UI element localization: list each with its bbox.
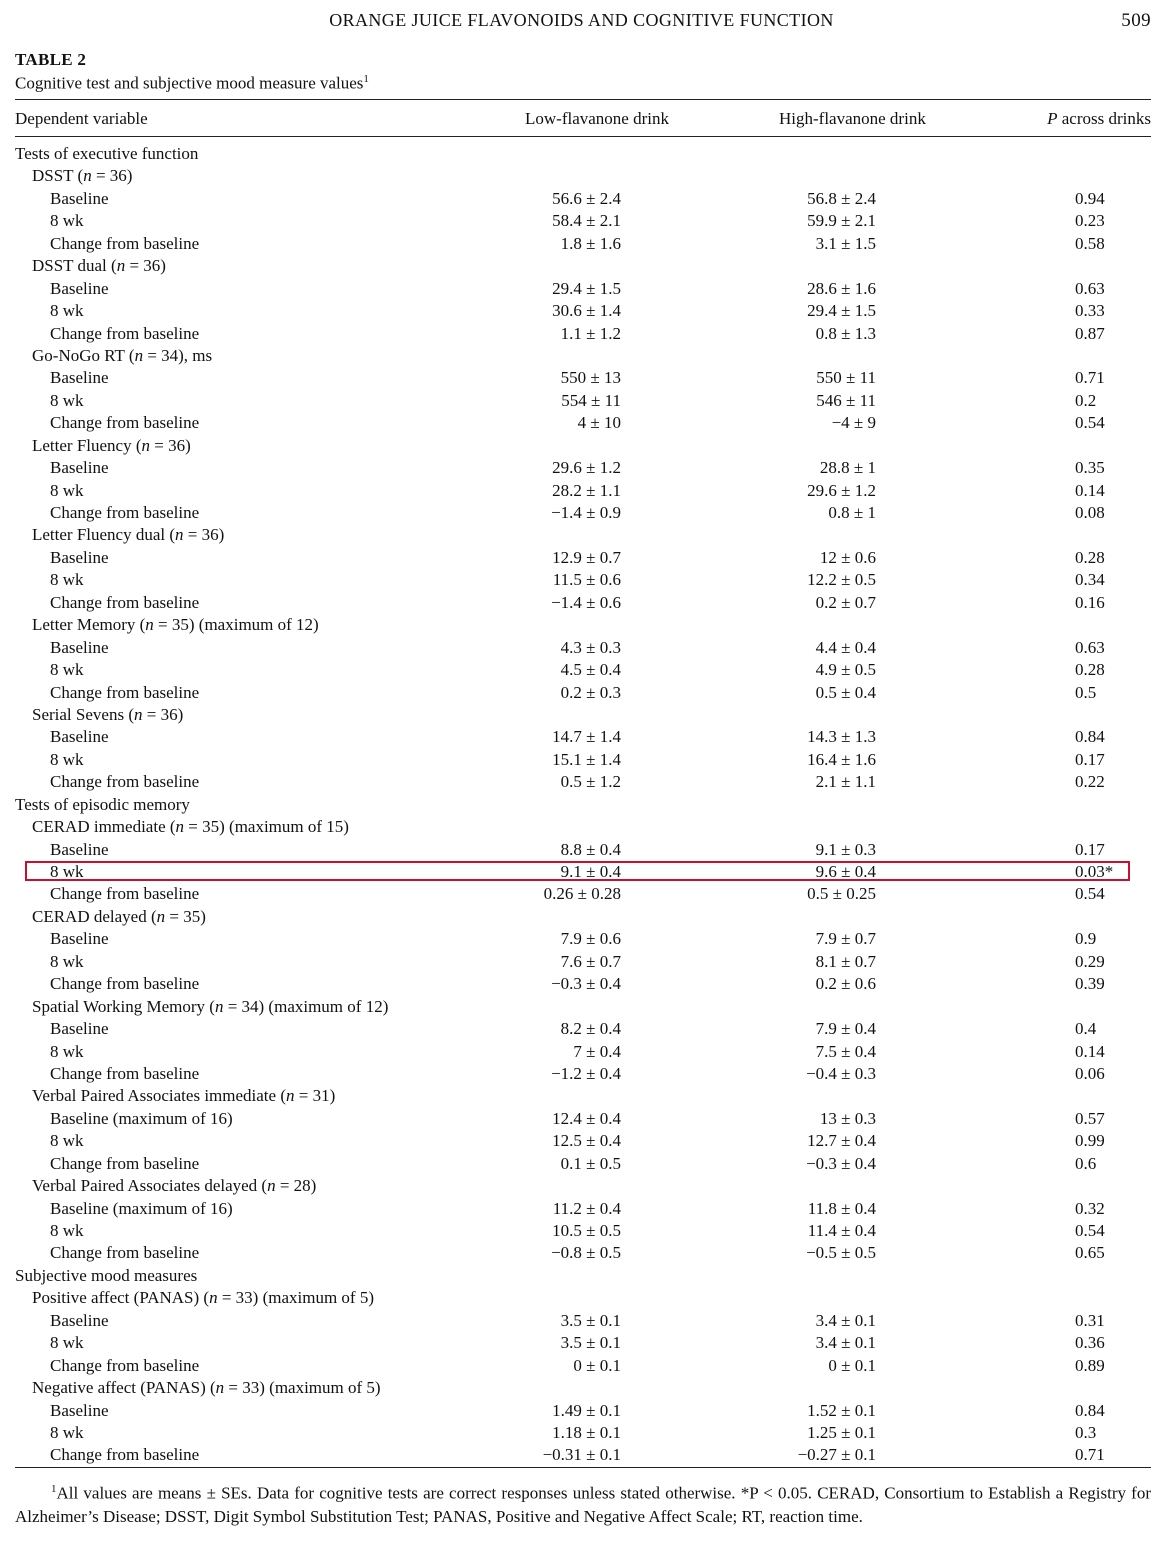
low-flavanone-value: 12.4 ± 0.4 [552, 1108, 621, 1128]
high-flavanone-value: 0.8 ± 1.3 [815, 323, 876, 343]
high-flavanone-value: 29.4 ± 1.5 [807, 301, 876, 321]
low-flavanone-value: 1.8 ± 1.6 [560, 233, 621, 253]
low-flavanone-value: 0.26 ± 0.28 [543, 884, 621, 904]
high-flavanone-value: −0.3 ± 0.4 [806, 1153, 876, 1173]
table-row [15, 412, 1151, 434]
row-label: 8 wk [50, 862, 84, 881]
table-footnote [15, 1478, 1151, 1528]
row-label: Change from baseline [50, 503, 200, 522]
low-flavanone-value: −1.4 ± 0.9 [551, 503, 621, 522]
row-label: Subjective mood measures [15, 1265, 198, 1285]
low-flavanone-value: 12.9 ± 0.7 [552, 547, 621, 567]
table-row [15, 233, 1151, 255]
row-label: Change from baseline [50, 1355, 200, 1375]
table-row [15, 367, 1151, 389]
row-label: Change from baseline [50, 413, 200, 433]
table-row [15, 480, 1151, 502]
table-row [15, 1198, 1151, 1220]
high-flavanone-value: 28.8 ± 1 [819, 458, 876, 478]
header-dependent-variable: Dependent variable [15, 109, 148, 128]
row-label: Baseline (maximum of 16) [50, 1108, 233, 1128]
row-label: Verbal Paired Associates immediate (n = 31) [32, 1086, 336, 1106]
row-label: Letter Memory (n = 35) (maximum of 12) [32, 615, 319, 635]
row-label: Letter Fluency dual (n = 36) [32, 525, 225, 545]
row-label: CERAD delayed (n = 35) [32, 906, 206, 926]
high-flavanone-value: 3.4 ± 0.1 [815, 1333, 876, 1353]
p-value: 0.2 [1075, 390, 1097, 410]
row-label: 8 wk [50, 1221, 84, 1240]
section-row [15, 143, 1151, 165]
table-row [15, 1355, 1151, 1377]
high-flavanone-value: 3.4 ± 0.1 [815, 1310, 876, 1330]
row-label: Baseline [50, 547, 109, 567]
row-label: Change from baseline [50, 592, 200, 612]
running-head [0, 10, 1163, 36]
table-header [15, 100, 1151, 136]
p-value: 0.5 [1075, 682, 1097, 702]
table-row [15, 300, 1151, 322]
high-flavanone-value: −4 ± 9 [831, 413, 876, 433]
footnote-text: All values are means ± SEs. Data for cognitive tests are correct responses unless stated otherwise. *P < 0.05. CERAD, Consortium to Establish a Registry for Alzheimer’s Disease; DSST, Digit Symbol Substitution Test; PANAS, Positive and Negative Affect Scale; RT, reaction time. [15, 1483, 1151, 1526]
low-flavanone-value: 8.8 ± 0.4 [560, 839, 621, 859]
table-row [15, 188, 1151, 210]
row-label: Change from baseline [50, 233, 200, 253]
section-row [15, 1265, 1151, 1287]
page-number: 509 [1121, 10, 1151, 31]
running-head-title: ORANGE JUICE FLAVONOIDS AND COGNITIVE FUNCTION [329, 10, 834, 30]
high-flavanone-value: 2.1 ± 1.1 [815, 772, 876, 792]
low-flavanone-value: 10.5 ± 0.5 [552, 1221, 621, 1240]
row-label: Change from baseline [50, 682, 200, 702]
p-value: 0.28 [1075, 660, 1105, 680]
measure-row [15, 524, 1151, 546]
header-high-flavanone: High-flavanone drink [779, 109, 926, 128]
table-row [15, 1242, 1151, 1264]
header-p-symbol: P [1047, 109, 1058, 128]
table-row [15, 1400, 1151, 1422]
row-label: Baseline (maximum of 16) [50, 1198, 233, 1218]
p-value: 0.54 [1075, 884, 1105, 904]
high-flavanone-value: 0.5 ± 0.25 [807, 884, 876, 904]
table-row [15, 323, 1151, 345]
measure-row [15, 614, 1151, 636]
table-row [15, 1063, 1151, 1085]
row-label: Baseline [50, 188, 109, 208]
row-label: 8 wk [50, 1041, 84, 1061]
row-label: Positive affect (PANAS) (n = 33) (maximum of 5) [32, 1288, 374, 1308]
p-value: 0.63 [1075, 637, 1105, 657]
low-flavanone-value: −0.8 ± 0.5 [551, 1243, 621, 1263]
table-row [15, 1310, 1151, 1332]
table-row [15, 749, 1151, 771]
low-flavanone-value: 0 ± 0.1 [573, 1355, 621, 1375]
p-value: 0.06 [1075, 1063, 1105, 1083]
low-flavanone-value: 550 ± 13 [560, 368, 621, 388]
high-flavanone-value: 14.3 ± 1.3 [807, 727, 876, 747]
table-row [15, 1153, 1151, 1175]
table-row [15, 1130, 1151, 1152]
table-row [15, 278, 1151, 300]
low-flavanone-value: 3.5 ± 0.1 [560, 1310, 621, 1330]
row-label: Letter Fluency (n = 36) [32, 435, 191, 455]
table-row [15, 928, 1151, 950]
table-row [15, 1220, 1151, 1242]
header-p-across-drinks [1047, 109, 1151, 129]
table-row [15, 771, 1151, 793]
high-flavanone-value: −0.27 ± 0.1 [797, 1445, 876, 1465]
table-row [15, 1041, 1151, 1063]
high-flavanone-value: 4.9 ± 0.5 [815, 660, 876, 680]
measure-row [15, 1377, 1151, 1399]
low-flavanone-value: −1.4 ± 0.6 [551, 592, 621, 612]
low-flavanone-value: 7.6 ± 0.7 [560, 951, 621, 971]
row-label: Baseline [50, 368, 109, 388]
row-label: 8 wk [50, 1131, 84, 1151]
row-label: 8 wk [50, 951, 84, 971]
p-value: 0.14 [1075, 480, 1105, 500]
high-flavanone-value: 11.8 ± 0.4 [807, 1198, 876, 1218]
row-label: Change from baseline [50, 772, 200, 792]
row-label: Baseline [50, 727, 109, 747]
measure-row [15, 816, 1151, 838]
table-row [15, 210, 1151, 232]
low-flavanone-value: 30.6 ± 1.4 [552, 301, 621, 321]
table-row [15, 839, 1151, 861]
p-value: 0.32 [1075, 1198, 1105, 1218]
low-flavanone-value: 4.3 ± 0.3 [560, 637, 621, 657]
high-flavanone-value: 12.7 ± 0.4 [807, 1131, 876, 1151]
p-value: 0.3 [1075, 1422, 1097, 1442]
table-row [15, 390, 1151, 412]
measure-row [15, 435, 1151, 457]
row-label: Baseline [50, 839, 109, 859]
high-flavanone-value: −0.4 ± 0.3 [806, 1063, 876, 1083]
p-value: 0.23 [1075, 211, 1105, 231]
row-label: DSST dual (n = 36) [32, 256, 166, 276]
high-flavanone-value: 550 ± 11 [816, 368, 876, 388]
low-flavanone-value: 554 ± 11 [561, 390, 621, 410]
measure-row [15, 165, 1151, 187]
row-label: Baseline [50, 1019, 109, 1039]
table-title-text: Cognitive test and subjective mood measure values [15, 73, 364, 93]
row-label: Change from baseline [50, 1243, 200, 1263]
p-value: 0.57 [1075, 1108, 1105, 1128]
row-label: 8 wk [50, 390, 84, 410]
measure-row [15, 996, 1151, 1018]
low-flavanone-value: 9.1 ± 0.4 [560, 862, 621, 881]
row-label: DSST (n = 36) [32, 166, 133, 186]
high-flavanone-value: 7.9 ± 0.4 [815, 1019, 876, 1039]
measure-row [15, 1175, 1151, 1197]
low-flavanone-value: 28.2 ± 1.1 [552, 480, 621, 500]
high-flavanone-value: 1.52 ± 0.1 [807, 1400, 876, 1420]
row-label: 8 wk [50, 1422, 84, 1442]
measure-row [15, 704, 1151, 726]
low-flavanone-value: 1.18 ± 0.1 [552, 1422, 621, 1442]
row-label: Baseline [50, 1310, 109, 1330]
p-value: 0.39 [1075, 974, 1105, 994]
footnote-marker: 1 [51, 1483, 57, 1495]
table-row [15, 883, 1151, 905]
row-label: Negative affect (PANAS) (n = 33) (maximum of 5) [32, 1378, 381, 1398]
high-flavanone-value: 28.6 ± 1.6 [807, 278, 876, 298]
p-value: 0.4 [1075, 1019, 1097, 1039]
table-row [15, 1422, 1151, 1444]
row-label: Baseline [50, 929, 109, 949]
row-label: Tests of executive function [15, 144, 199, 163]
high-flavanone-value: 546 ± 11 [816, 390, 876, 410]
row-label: Change from baseline [50, 884, 200, 904]
p-value: 0.03* [1075, 862, 1114, 881]
low-flavanone-value: 0.2 ± 0.3 [560, 682, 621, 702]
row-label: 8 wk [50, 660, 84, 680]
low-flavanone-value: 0.1 ± 0.5 [560, 1153, 621, 1173]
high-flavanone-value: 8.1 ± 0.7 [815, 951, 876, 971]
table-row [15, 547, 1151, 569]
table-row [15, 569, 1151, 591]
low-flavanone-value: 4 ± 10 [577, 413, 621, 433]
row-label: Change from baseline [50, 1153, 200, 1173]
table-row [15, 861, 1151, 883]
row-label: Baseline [50, 458, 109, 478]
low-flavanone-value: 14.7 ± 1.4 [552, 727, 621, 747]
section-row [15, 794, 1151, 816]
high-flavanone-value: 59.9 ± 2.1 [807, 211, 876, 231]
high-flavanone-value: 9.6 ± 0.4 [815, 862, 876, 881]
table-row [15, 592, 1151, 614]
table-title [15, 73, 1150, 94]
high-flavanone-value: 11.4 ± 0.4 [807, 1221, 876, 1240]
high-flavanone-value: 3.1 ± 1.5 [815, 233, 876, 253]
high-flavanone-value: 12.2 ± 0.5 [807, 570, 876, 590]
high-flavanone-value: 13 ± 0.3 [819, 1108, 876, 1128]
table-row [15, 973, 1151, 995]
low-flavanone-value: 58.4 ± 2.1 [552, 211, 621, 231]
high-flavanone-value: 4.4 ± 0.4 [815, 637, 876, 657]
p-value: 0.31 [1075, 1310, 1105, 1330]
high-flavanone-value: 1.25 ± 0.1 [807, 1422, 876, 1442]
table-caption [15, 50, 1150, 94]
p-value: 0.9 [1075, 929, 1097, 949]
p-value: 0.63 [1075, 278, 1105, 298]
p-value: 0.54 [1075, 1221, 1105, 1240]
row-label: 8 wk [50, 749, 84, 769]
table-row [15, 1108, 1151, 1130]
low-flavanone-value: 11.2 ± 0.4 [552, 1198, 621, 1218]
low-flavanone-value: 8.2 ± 0.4 [560, 1019, 621, 1039]
table-row [15, 457, 1151, 479]
low-flavanone-value: 56.6 ± 2.4 [552, 188, 621, 208]
data-table [15, 99, 1151, 1468]
low-flavanone-value: 1.49 ± 0.1 [552, 1400, 621, 1420]
row-label: Spatial Working Memory (n = 34) (maximum of 12) [32, 996, 389, 1016]
table-row [15, 502, 1151, 524]
row-label: 8 wk [50, 211, 84, 231]
measure-row [15, 906, 1151, 928]
p-value: 0.28 [1075, 547, 1105, 567]
low-flavanone-value: 7 ± 0.4 [573, 1041, 621, 1061]
p-value: 0.58 [1075, 233, 1105, 253]
row-label: Baseline [50, 278, 109, 298]
high-flavanone-value: 7.9 ± 0.7 [815, 929, 876, 949]
p-value: 0.84 [1075, 1400, 1105, 1420]
low-flavanone-value: 12.5 ± 0.4 [552, 1131, 621, 1151]
row-label: Serial Sevens (n = 36) [32, 704, 184, 724]
row-label: Tests of episodic memory [15, 794, 190, 814]
high-flavanone-value: 7.5 ± 0.4 [815, 1041, 876, 1061]
p-value: 0.6 [1075, 1153, 1097, 1173]
row-label: Change from baseline [50, 974, 200, 994]
low-flavanone-value: −1.2 ± 0.4 [551, 1063, 621, 1083]
p-value: 0.35 [1075, 458, 1105, 478]
p-value: 0.71 [1075, 1445, 1105, 1465]
table-row [15, 726, 1151, 748]
low-flavanone-value: 7.9 ± 0.6 [560, 929, 621, 949]
measure-row [15, 345, 1151, 367]
low-flavanone-value: 4.5 ± 0.4 [560, 660, 621, 680]
measure-row [15, 1287, 1151, 1309]
header-low-flavanone: Low-flavanone drink [525, 109, 669, 128]
low-flavanone-value: −0.31 ± 0.1 [542, 1445, 621, 1465]
high-flavanone-value: 9.1 ± 0.3 [815, 839, 876, 859]
row-label: 8 wk [50, 301, 84, 321]
p-value: 0.94 [1075, 188, 1105, 208]
table-label: TABLE 2 [15, 50, 87, 69]
p-value: 0.29 [1075, 951, 1105, 971]
table-row [15, 1018, 1151, 1040]
p-value: 0.87 [1075, 323, 1105, 343]
measure-row [15, 255, 1151, 277]
p-value: 0.99 [1075, 1131, 1105, 1151]
p-value: 0.16 [1075, 592, 1105, 612]
low-flavanone-value: 29.6 ± 1.2 [552, 458, 621, 478]
high-flavanone-value: 29.6 ± 1.2 [807, 480, 876, 500]
low-flavanone-value: 15.1 ± 1.4 [552, 749, 621, 769]
bottom-rule [15, 1467, 1151, 1468]
row-label: 8 wk [50, 480, 84, 500]
table-row [15, 1444, 1151, 1466]
low-flavanone-value: 3.5 ± 0.1 [560, 1333, 621, 1353]
high-flavanone-value: 16.4 ± 1.6 [807, 749, 876, 769]
row-label: Go-NoGo RT (n = 34), ms [32, 345, 213, 365]
high-flavanone-value: 0.8 ± 1 [828, 503, 876, 522]
high-flavanone-value: −0.5 ± 0.5 [806, 1243, 876, 1263]
table-row [15, 659, 1151, 681]
p-value: 0.89 [1075, 1355, 1105, 1375]
p-value: 0.17 [1075, 839, 1105, 859]
table-row [15, 1332, 1151, 1354]
row-label: Change from baseline [50, 1063, 200, 1083]
p-value: 0.34 [1075, 570, 1105, 590]
p-value: 0.84 [1075, 727, 1105, 747]
row-label: Change from baseline [50, 1445, 200, 1465]
p-value: 0.65 [1075, 1243, 1105, 1263]
high-flavanone-value: 12 ± 0.6 [819, 547, 876, 567]
p-value: 0.71 [1075, 368, 1105, 388]
p-value: 0.17 [1075, 749, 1105, 769]
low-flavanone-value: 29.4 ± 1.5 [552, 278, 621, 298]
row-label: 8 wk [50, 570, 84, 590]
row-label: Baseline [50, 637, 109, 657]
header-p-label: across drinks [1057, 109, 1151, 128]
table-row [15, 682, 1151, 704]
row-label: 8 wk [50, 1333, 84, 1353]
row-label: Baseline [50, 1400, 109, 1420]
p-value: 0.33 [1075, 301, 1105, 321]
row-label: CERAD immediate (n = 35) (maximum of 15) [32, 817, 349, 837]
table-title-note-marker: 1 [363, 73, 369, 85]
row-label: Verbal Paired Associates delayed (n = 28) [32, 1176, 317, 1196]
table-row [15, 637, 1151, 659]
p-value: 0.14 [1075, 1041, 1105, 1061]
low-flavanone-value: 11.5 ± 0.6 [552, 570, 621, 590]
high-flavanone-value: 0.2 ± 0.7 [815, 592, 876, 612]
table-body [15, 137, 1151, 1467]
high-flavanone-value: 0.2 ± 0.6 [815, 974, 876, 994]
low-flavanone-value: −0.3 ± 0.4 [551, 974, 621, 994]
p-value: 0.36 [1075, 1333, 1105, 1353]
p-value: 0.22 [1075, 772, 1105, 792]
row-label: Change from baseline [50, 323, 200, 343]
measure-row [15, 1085, 1151, 1107]
table-row [15, 951, 1151, 973]
p-value: 0.08 [1075, 503, 1105, 522]
p-value: 0.54 [1075, 413, 1105, 433]
low-flavanone-value: 0.5 ± 1.2 [560, 772, 621, 792]
low-flavanone-value: 1.1 ± 1.2 [560, 323, 621, 343]
high-flavanone-value: 0.5 ± 0.4 [815, 682, 876, 702]
high-flavanone-value: 0 ± 0.1 [828, 1355, 876, 1375]
high-flavanone-value: 56.8 ± 2.4 [807, 188, 876, 208]
